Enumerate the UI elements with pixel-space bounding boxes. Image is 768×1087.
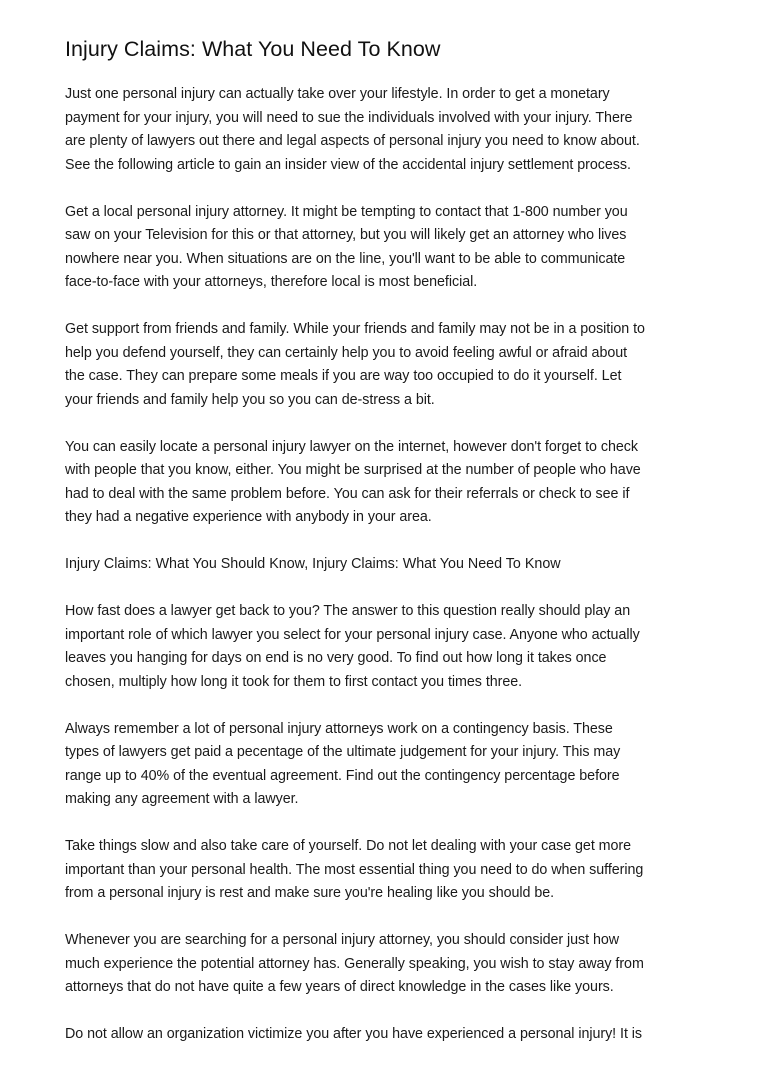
paragraph-line: types of lawyers get paid a pecentage of the ultimate judgement for your injury. This may <box>65 744 621 760</box>
paragraph-line: Always remember a lot of personal injury attorneys work on a contingency basis. These <box>65 720 613 737</box>
paragraph <box>65 201 705 295</box>
paragraph-line: Do not allow an organization victimize you after you have experienced a personal injury! It is <box>65 1026 643 1042</box>
paragraphs-before <box>65 83 705 530</box>
paragraph-line: See the following article to gain an insider view of the accidental injury settlement process. <box>65 156 631 173</box>
paragraph <box>65 436 705 530</box>
paragraph-line: important than your personal health. The most essential thing you need to do when suffering <box>65 861 644 878</box>
paragraph-line: your friends and family help you so you can de-stress a bit. <box>65 391 435 408</box>
paragraph-line: Take things slow and also take care of yourself. Do not let dealing with your case get more <box>65 838 632 854</box>
paragraph-line: leaves you hanging for days on end is no very good. To find out how long it takes once <box>65 650 607 666</box>
paragraph-line: they had a negative experience with anybody in your area. <box>65 509 432 525</box>
paragraph <box>65 835 705 906</box>
paragraph <box>65 718 705 812</box>
paragraph-line: had to deal with the same problem before. You can ask for their referrals or check to see if <box>65 485 630 502</box>
paragraph-line: Get support from friends and family. While your friends and family may not be in a position to <box>65 321 645 337</box>
paragraph <box>65 318 705 412</box>
paragraph-line: payment for your injury, you will need to sue the individuals involved with your injury. There <box>65 109 633 126</box>
paragraph-line: the case. They can prepare some meals if you are way too occupied to do it yourself. Let <box>65 368 622 384</box>
paragraph-line: range up to 40% of the eventual agreement. Find out the contingency percentage before <box>65 767 620 784</box>
paragraph-line: from a personal injury is rest and make sure you're healing like you should be. <box>65 885 555 901</box>
paragraph-line: are plenty of lawyers out there and legal aspects of personal injury you need to know about. <box>65 133 640 149</box>
paragraph-line: attorneys that do not have quite a few years of direct knowledge in the cases like yours. <box>65 979 614 995</box>
paragraph-line: making any agreement with a lawyer. <box>65 791 299 807</box>
paragraph-line: with people that you know, either. You might be surprised at the number of people who have <box>65 462 641 478</box>
paragraph-line: chosen, multiply how long it took for them to first contact you times three. <box>65 673 523 690</box>
paragraph-line: help you defend yourself, they can certainly help you to avoid feeling awful or afraid about <box>65 344 628 361</box>
paragraph-line: saw on your Television for this or that attorney, but you will likely get an attorney who lives <box>65 227 627 243</box>
paragraph-line: How fast does a lawyer get back to you? The answer to this question really should play an <box>65 603 631 619</box>
paragraph-line: much experience the potential attorney has. Generally speaking, you wish to stay away from <box>65 955 644 972</box>
keywords-line: Injury Claims: What You Should Know, Injury Claims: What You Need To Know <box>65 556 561 572</box>
paragraph-line: Get a local personal injury attorney. It might be tempting to contact that 1-800 number you <box>65 203 628 220</box>
paragraph-line: face-to-face with your attorneys, therefore local is most beneficial. <box>65 274 478 290</box>
paragraph <box>65 83 705 177</box>
paragraph-line: Whenever you are searching for a personal injury attorney, you should consider just how <box>65 932 620 948</box>
paragraph-line: Just one personal injury can actually take over your lifestyle. In order to get a monetary <box>65 86 610 102</box>
paragraph <box>65 600 705 694</box>
paragraph-line: You can easily locate a personal injury lawyer on the internet, however don't forget to check <box>65 438 638 455</box>
paragraph <box>65 929 705 1000</box>
paragraphs-after <box>65 600 705 1047</box>
paragraph <box>65 1023 705 1047</box>
paragraph-line: nowhere near you. When situations are on the line, you'll want to be able to communicate <box>65 250 626 267</box>
paragraph-line: important role of which lawyer you select for your personal injury case. Anyone who actually <box>65 626 640 643</box>
document-title: Injury Claims: What You Need To Know <box>65 37 441 61</box>
document-page <box>65 34 705 1070</box>
